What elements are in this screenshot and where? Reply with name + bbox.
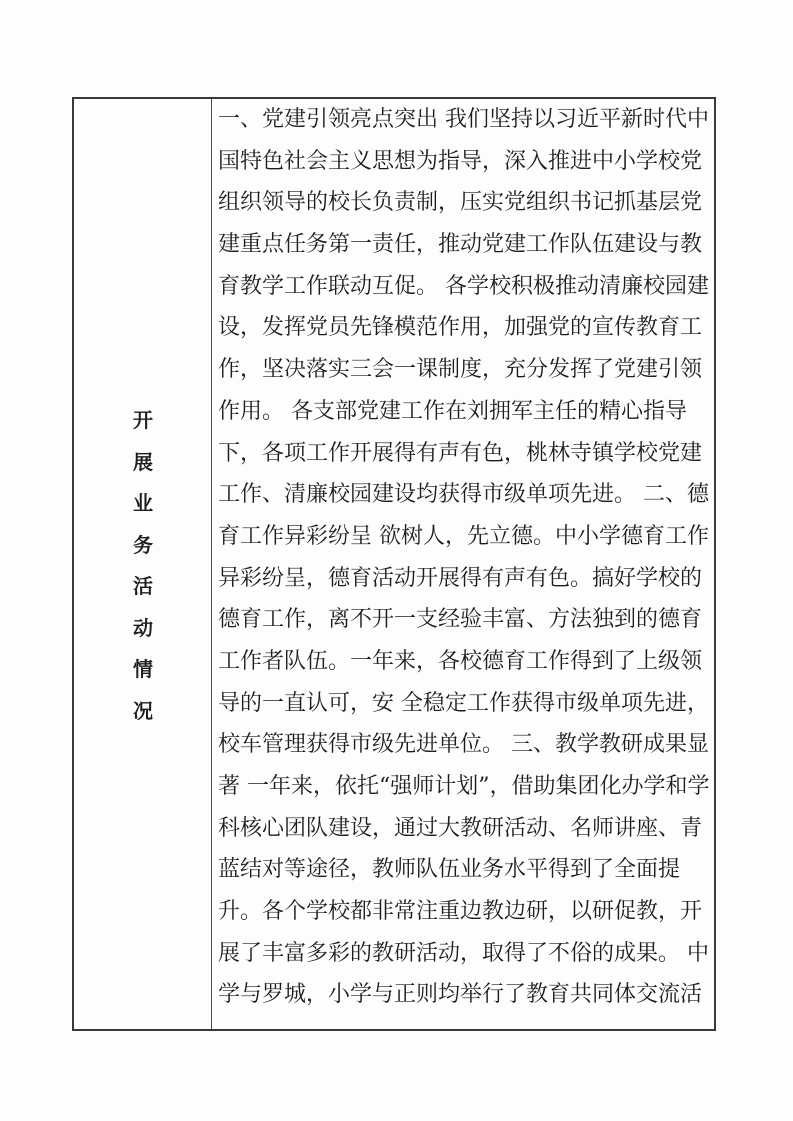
row-label-cell [74,99,212,1029]
content-line: 展了丰富多彩的教研活动，取得了不俗的成果。 中 [218,940,709,966]
content-line: 工作、清廉校园建设均获得市级单项先进。 二、德 [218,482,709,508]
content-line: 著 一年来，依托“强师计划”，借助集团化办学和学 [218,774,710,799]
content-line: 作，坚决落实三会一课制度，充分发挥了党建引领 [218,357,703,383]
content-line: 工作者队伍。一年来，各校德育工作得到了上级领 [218,648,703,674]
content-line: 德育工作，离不开一支经验丰富、方法独到的德育 [218,607,703,633]
content-line: 育工作异彩纷呈 欲树人，先立德。中小学德育工作 [218,523,709,549]
content-line: 组织领导的校长负责制，压实党组织书记抓基层党 [218,190,703,216]
content-line: 蓝结对等途径，教师队伍业务水平得到了全面提 [218,857,681,883]
content-cell [218,99,712,1016]
activity-table [72,97,716,1031]
content-line: 异彩纷呈，德育活动开展得有声有色。搞好学校的 [218,565,703,591]
content-line: 作用。 各支部党建工作在刘拥军主任的精心指导 [218,398,687,424]
content-line: 科核心团队建设，通过大教研活动、名师讲座、青 [218,815,703,841]
content-line: 学与罗城，小学与正则均举行了教育共同体交流活 [218,982,703,1008]
content-line: 建重点任务第一责任，推动党建工作队伍建设与教 [218,232,703,258]
content-line: 升。各个学校都非常注重边教边研，以研促教，开 [218,899,703,925]
content-line: 下，各项工作开展得有声有色，桃林寺镇学校党建 [218,440,703,466]
content-line: 国特色社会主义思想为指导，深入推进中小学校党 [218,148,703,174]
content-line: 育教学工作联动互促。 各学校积极推动清廉校园建 [218,273,709,299]
content-line: 设，发挥党员先锋模范作用，加强党的宣传教育工 [218,315,703,341]
row-label: 开展业务活动情况 [133,408,153,723]
content-line: 校车管理获得市级先进单位。 三、教学教研成果显 [218,732,709,758]
content-line: 导的一直认可，安 全稳定工作获得市级单项先进， [218,690,709,716]
content-line: 一、党建引领亮点突出 我们坚持以习近平新时代中 [218,107,709,132]
